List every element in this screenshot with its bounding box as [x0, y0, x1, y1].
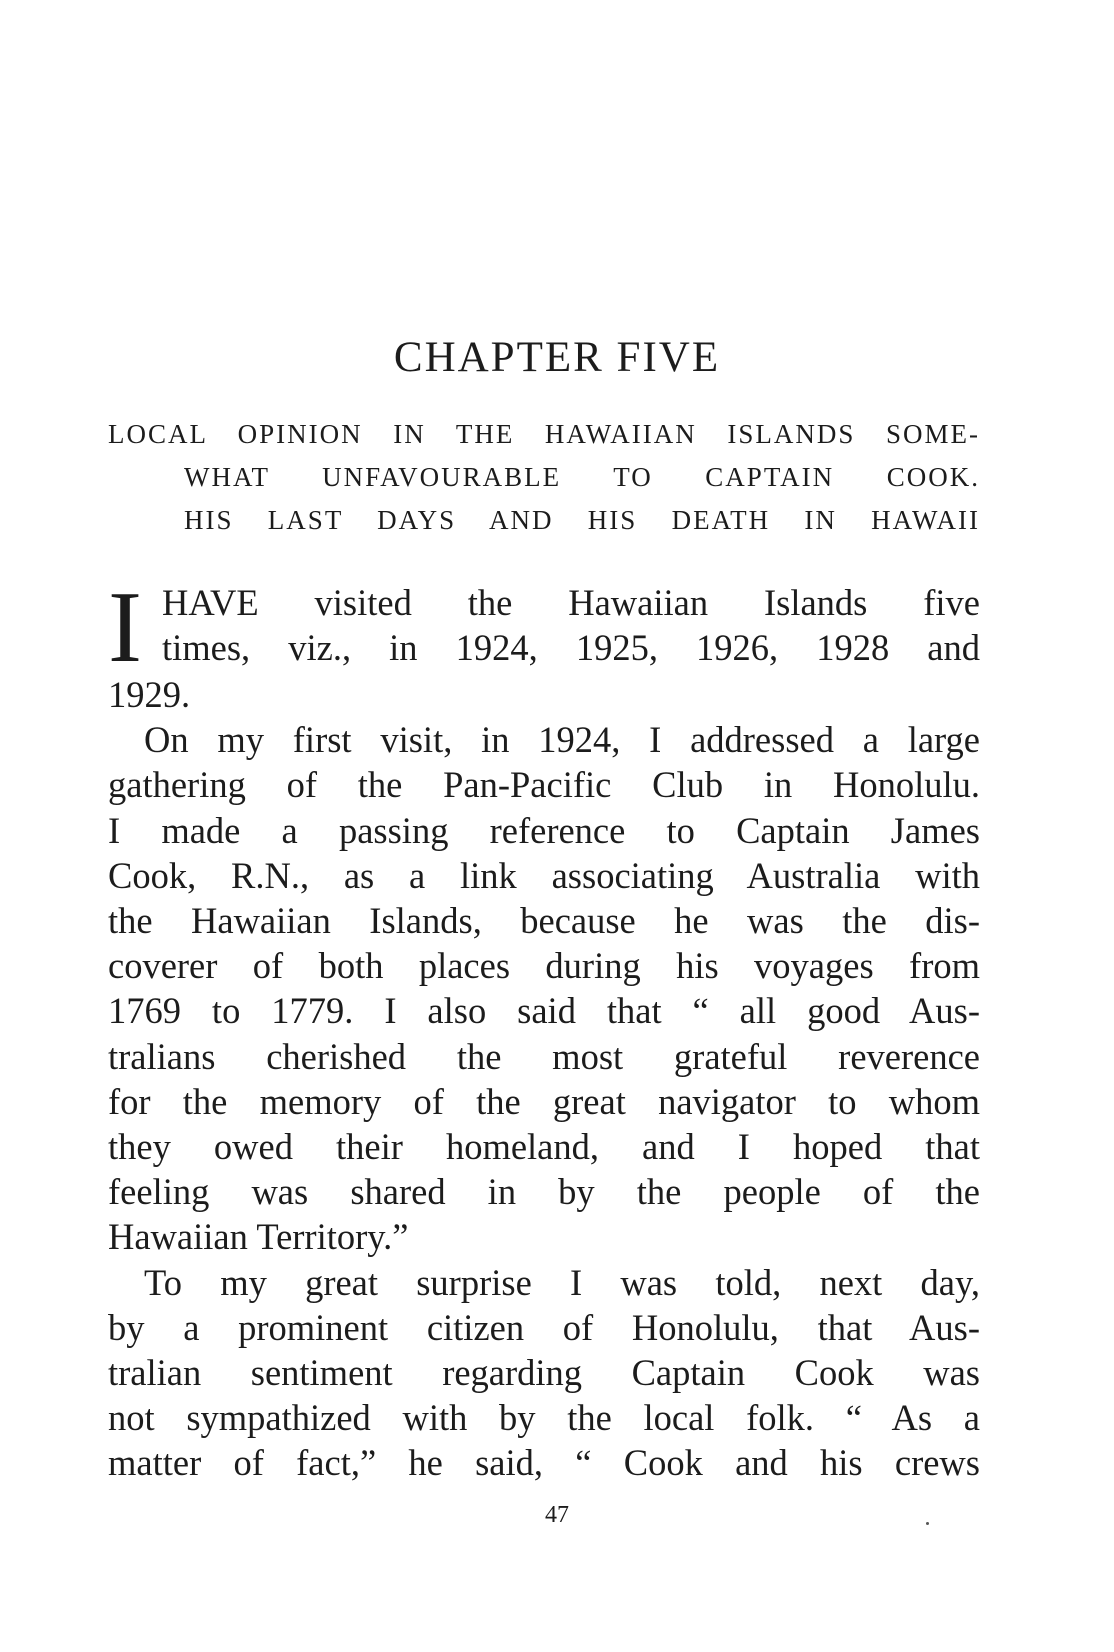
text-line: gathering of the Pan-Pacific Club in Honolulu. [108, 764, 980, 806]
page-number: 47 [545, 1502, 569, 1528]
paragraph-opening [108, 571, 980, 717]
chapter-subtitle-line: HIS LAST DAYS AND HIS DEATH IN HAWAII [184, 505, 980, 535]
text-line: 1769 to 1779. I also said that “ all good Aus- [108, 990, 980, 1032]
print-speck [926, 1522, 929, 1525]
chapter-title: CHAPTER FIVE [393, 334, 721, 381]
drop-cap: I [108, 571, 142, 684]
text-line: times, viz., in 1924, 1925, 1926, 1928 and [161, 627, 980, 669]
text-line: not sympathized with by the local folk. “ As a [108, 1397, 980, 1439]
paragraph-first-visit [108, 717, 980, 1259]
text-line: for the memory of the great navigator to whom [108, 1080, 980, 1122]
text-line: matter of fact,” he said, “ Cook and his crews [108, 1442, 980, 1484]
text-line: they owed their homeland, and I hoped that [108, 1126, 980, 1168]
text-line: coverer of both places during his voyages from [108, 945, 980, 987]
chapter-subtitle [108, 413, 980, 542]
chapter-subtitle-line: LOCAL OPINION IN THE HAWAIIAN ISLANDS SOME- [108, 419, 980, 449]
body-text [108, 571, 980, 1486]
text-line: by a prominent citizen of Honolulu, that Aus- [108, 1306, 980, 1348]
text-line: On my first visit, in 1924, I addressed a large [144, 719, 980, 761]
text-line: To my great surprise I was told, next day, [144, 1261, 980, 1303]
text-line: 1929. [108, 674, 191, 715]
text-line: feeling was shared in by the people of the [108, 1171, 980, 1213]
paragraph-surprise [108, 1260, 980, 1486]
text-line: I made a passing reference to Captain James [108, 809, 980, 851]
text-line: Hawaiian Territory.” [108, 1216, 409, 1258]
text-line: Cook, R.N., as a link associating Australia with [108, 854, 980, 896]
text-line: tralian sentiment regarding Captain Cook was [108, 1352, 980, 1394]
text-line: tralians cherished the most grateful reverence [108, 1035, 980, 1077]
chapter-subtitle-line: WHAT UNFAVOURABLE TO CAPTAIN COOK. [184, 462, 980, 492]
text-line: HAVE visited the Hawaiian Islands five [161, 582, 980, 623]
text-line: the Hawaiian Islands, because he was the dis- [108, 900, 980, 942]
